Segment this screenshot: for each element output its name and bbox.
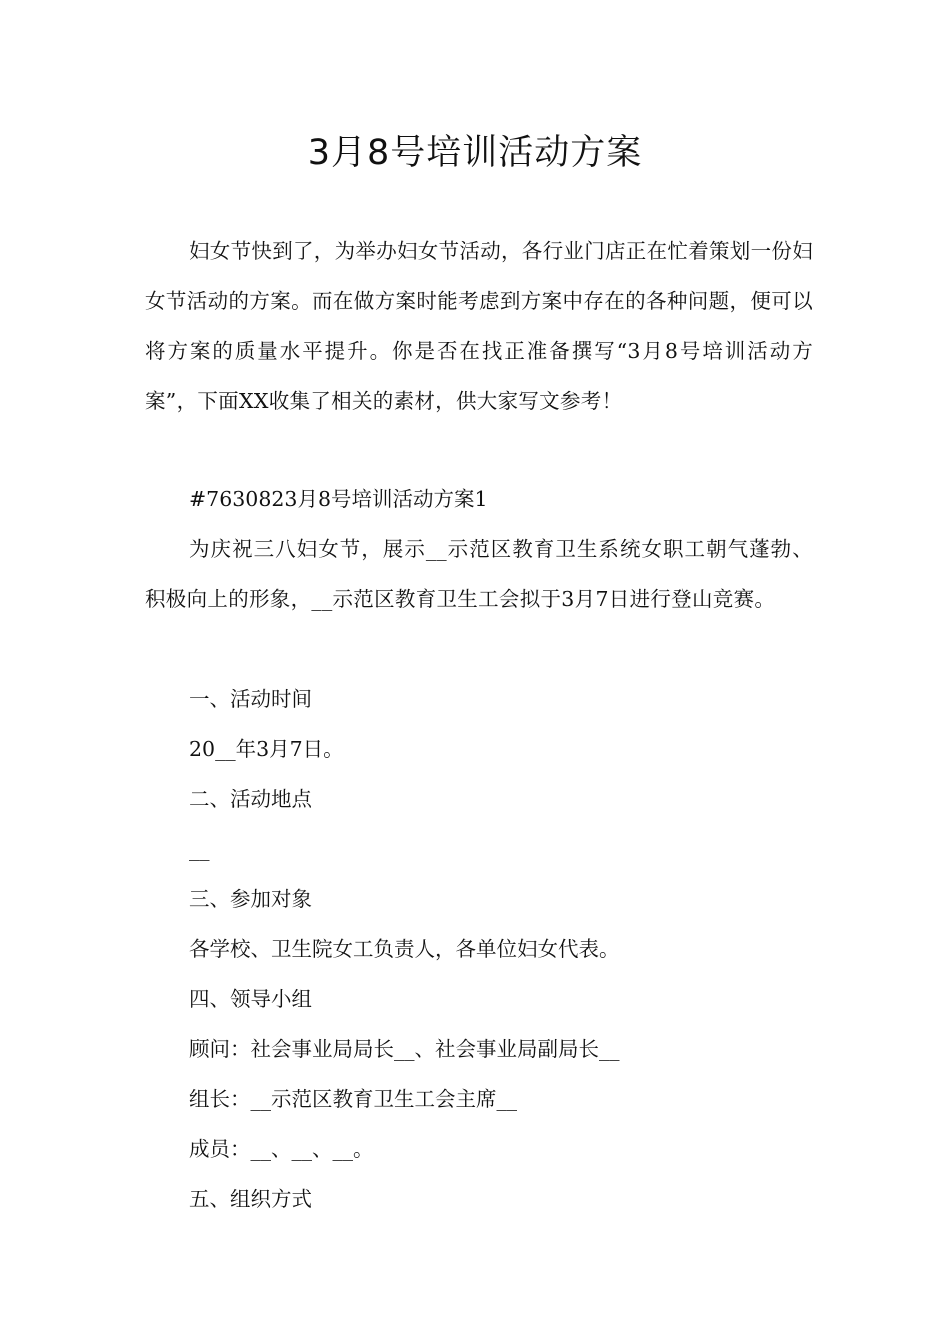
activity-time-value: 20__年3月7日。 bbox=[189, 737, 344, 761]
leadership-leader: 组长：__示范区教育卫生工会主席__ bbox=[189, 1087, 517, 1111]
heading-activity-location: 二、活动地点 bbox=[189, 787, 312, 811]
leadership-advisors: 顾问：社会事业局局长__、社会事业局副局长__ bbox=[189, 1037, 620, 1061]
document-title: 3月8号培训活动方案 bbox=[307, 133, 643, 173]
leadership-members: 成员：__、__、__。 bbox=[189, 1137, 374, 1161]
section-heading: #7630823月8号培训活动方案1 bbox=[189, 487, 488, 511]
activity-location-value: __ bbox=[189, 837, 210, 861]
participants-value: 各学校、卫生院女工负责人，各单位妇女代表。 bbox=[189, 937, 620, 961]
intro-paragraph: 妇女节快到了，为举办妇女节活动，各行业门店正在忙着策划一份妇女节活动的方案。而在做方案时能考虑到方案中存在的各种问题，便可以将方案的质量水平提升。你是否在找正准备撰写“3月8号培训活动方案”，下面XX收集了相关的素材，供大家写文参考！ bbox=[145, 239, 813, 413]
purpose-paragraph: 为庆祝三八妇女节，展示__示范区教育卫生系统女职工朝气蓬勃、积极向上的形象，__示范区教育卫生工会拟于3月7日进行登山竞赛。 bbox=[145, 537, 813, 611]
heading-leadership-group: 四、领导小组 bbox=[189, 987, 312, 1011]
heading-organization: 五、组织方式 bbox=[189, 1187, 312, 1211]
heading-activity-time: 一、活动时间 bbox=[189, 687, 312, 711]
heading-participants: 三、参加对象 bbox=[189, 887, 312, 911]
